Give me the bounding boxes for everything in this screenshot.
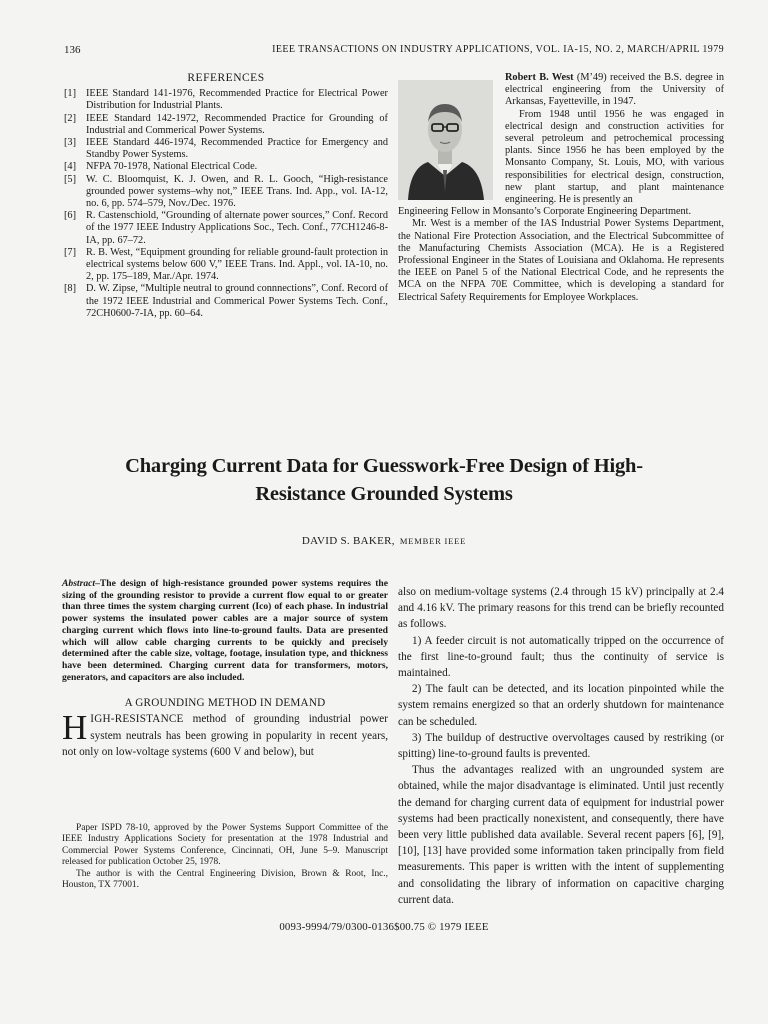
reference-text: R. B. West, “Equipment grounding for reliable ground-fault protection in electrical systems below 600 V,” IEEE Trans. Ind. Appl., vol. IA-10, no. 2, pp. 175–189, Mar./Apr. 1974. <box>86 246 388 283</box>
references-title: REFERENCES <box>187 72 265 84</box>
article-title <box>60 452 708 508</box>
intro-text: method of grounding industrial power system neutrals has been growing in popularity in recent years, not only on low-voltage systems (600 V and below), but <box>62 713 388 758</box>
reference-text: W. C. Bloomquist, K. J. Owen, and R. L. Gooch, “High-resistance grounded power systems–why not,” IEEE Trans. Ind. App., vol. IA-12, no. 6, pp. 574–579, Nov./Dec. 1976. <box>86 173 388 210</box>
footnote-author-info: The author is with the Central Engineering Division, Brown & Root, Inc., Houston, TX 77001. <box>62 868 388 891</box>
reference-number: [2] <box>64 112 77 124</box>
author-biography <box>398 72 724 304</box>
bio-para-1 <box>505 72 724 109</box>
author-photo <box>398 80 493 200</box>
page-number: 136 <box>64 44 81 56</box>
reference-text: NFPA 70-1978, National Electrical Code. <box>86 161 258 173</box>
section-heading: A GROUNDING METHOD IN DEMAND <box>124 697 326 710</box>
bio-para-1-text: (M’49) received the B.S. degree in electrical engineering from the University of Arkansas, Fayetteville, in 1947. <box>505 72 724 108</box>
body-para-1: also on medium-voltage systems (2.4 through 15 kV) principally at 2.4 and 4.16 kV. The primary reasons for this trend can be briefly recounted as follows. <box>398 586 724 631</box>
copyright-line: 0093-9994/79/0300-0136$00.75 © 1979 IEEE <box>279 921 489 933</box>
intro-paragraph <box>62 708 388 760</box>
reference-item <box>64 137 388 161</box>
body-para-4: 3) The buildup of destructive overvoltages caused by restriking (or spitting) line-to-ground faults is prevented. <box>398 731 724 761</box>
intro-smallcaps: IGH-RESISTANCE <box>90 713 184 726</box>
reference-text: D. W. Zipse, “Multiple neutral to ground connnections”, Conf. Record of the 1972 IEEE Industrial and Commerical Power Systems Tech. Conf., 72CH0600-7-IA, pp. 60–64. <box>86 283 388 319</box>
reference-item <box>64 161 388 173</box>
reference-number: [1] <box>64 88 77 100</box>
author-name: DAVID S. BAKER, <box>301 535 395 547</box>
title-line-1: Charging Current Data for Guesswork-Free Design of High- <box>125 455 643 477</box>
reference-item <box>64 113 388 137</box>
author-affiliation: MEMBER IEEE <box>399 536 467 546</box>
body-para-3: 2) The fault can be detected, and its location pinpointed while the system remains energized so that an orderly shutdown for maintenance can be scheduled. <box>398 683 724 728</box>
reference-number: [5] <box>64 173 77 185</box>
reference-item <box>64 88 388 112</box>
body-para-5: Thus the advantages realized with an ungrounded system are obtained, while the major disadvantage is eliminated. Until just recently the demand for charging current data of equipment for industrial power systems had been practically nonexistent, and consequently, there have been very little published data available. Several recent papers [6], [9], [10], [13] have provided some information taken principally from field measurements. This paper is written with the intent of supplementing and consolidating the library of information on capacitive charging current data. <box>398 764 724 906</box>
bio-para-3: Mr. West is a member of the IAS Industrial Power Systems Department, the National Fire Protection Association, and the Electrical Subcommittee of the Manufacturing Chemists Association (MCA). He is a Registered Professional Engineer in the States of Louisiana and Oklahoma. He represents the IEEE on Panel 5 of the National Electrical Code, and he represents the MCA on the NFPA 70E Committee, which is developing a standard for Electrical Safety Requirements for Employee Workplaces. <box>398 218 724 303</box>
reference-item <box>64 283 388 320</box>
title-line-2: Resistance Grounded Systems <box>255 483 513 505</box>
reference-text: IEEE Standard 141-1976, Recommended Practice for Electrical Power Distribution for Industrial Plants. <box>86 88 388 112</box>
abstract-label: Abstract <box>62 578 96 589</box>
left-column <box>62 578 388 760</box>
right-column <box>398 584 724 908</box>
bio-text-wrapped <box>505 72 724 206</box>
bio-para-2-top: From 1948 until 1956 he was engaged in electrical design and construction activities for several petroleum and petrochemical processing plants. Since 1956 he has been employed by the Monsanto Company, St. Louis, MO, with various responsibilities for electrical design, construction, new plant startup, and plant maintenance engineering. He is presently an <box>505 108 724 206</box>
reference-number: [7] <box>64 246 77 258</box>
reference-number: [6] <box>64 210 77 222</box>
bio-para-2-bottom: Engineering Fellow in Monsanto’s Corporate Engineering Department. <box>398 206 692 218</box>
bio-text-full <box>398 206 724 304</box>
reference-item <box>64 174 388 211</box>
footnote <box>62 823 388 891</box>
reference-number: [8] <box>64 283 77 295</box>
body-para-2: 1) A feeder circuit is not automatically tripped on the occurrence of the first line-to-ground fault; thus the continuity of service is maintained. <box>398 634 724 680</box>
reference-number: [4] <box>64 161 77 173</box>
running-head <box>64 44 724 60</box>
abstract-text: –The design of high-resistance grounded power systems requires the sizing of the grounding resistor to provide a current flow equal to or greater than three times the system charging current (Ico) of each phase. In industrial power systems the insulated power cables are a major source of system charging current which flows into line-to-ground faults. Data are presented which will allow cable charging currents to be quickly and precisely determined after the cable size, voltage, footage, insulation type, and thickness have been determined. Charging current data for transformers, motors, generators, and capacitors are also included. <box>62 578 388 683</box>
footnote-paper-info: Paper ISPD 78-10, approved by the Power Systems Support Committee of the IEEE Industry Applications Society for presentation at the 1978 Industrial and Commercial Power Systems Conference, Cincinnati, OH, June 5–9. Manuscript released for publication October 25, 1978. <box>62 823 388 868</box>
author-byline <box>0 535 768 547</box>
drop-cap: H <box>62 708 88 748</box>
reference-list <box>64 88 388 320</box>
reference-item <box>64 210 388 247</box>
bio-name: Robert B. West <box>505 72 574 83</box>
reference-text: IEEE Standard 446-1974, Recommended Practice for Emergency and Standby Power Systems. <box>86 137 388 161</box>
reference-text: IEEE Standard 142-1972, Recommended Practice for Grounding of Industrial and Commerical Power Systems. <box>86 112 388 136</box>
reference-text: R. Castenschiold, “Grounding of alternate power sources,” Conf. Record of the 1977 IEEE Industry Applications Soc., Tech. Conf., 77CH1246-8-IA, pp. 67–72. <box>86 210 388 246</box>
journal-citation: IEEE TRANSACTIONS ON INDUSTRY APPLICATIONS, VOL. IA-15, NO. 2, MARCH/APRIL 1979 <box>272 44 724 55</box>
abstract <box>62 578 388 683</box>
reference-item <box>64 247 388 284</box>
references-section <box>64 72 388 320</box>
reference-number: [3] <box>64 137 77 149</box>
